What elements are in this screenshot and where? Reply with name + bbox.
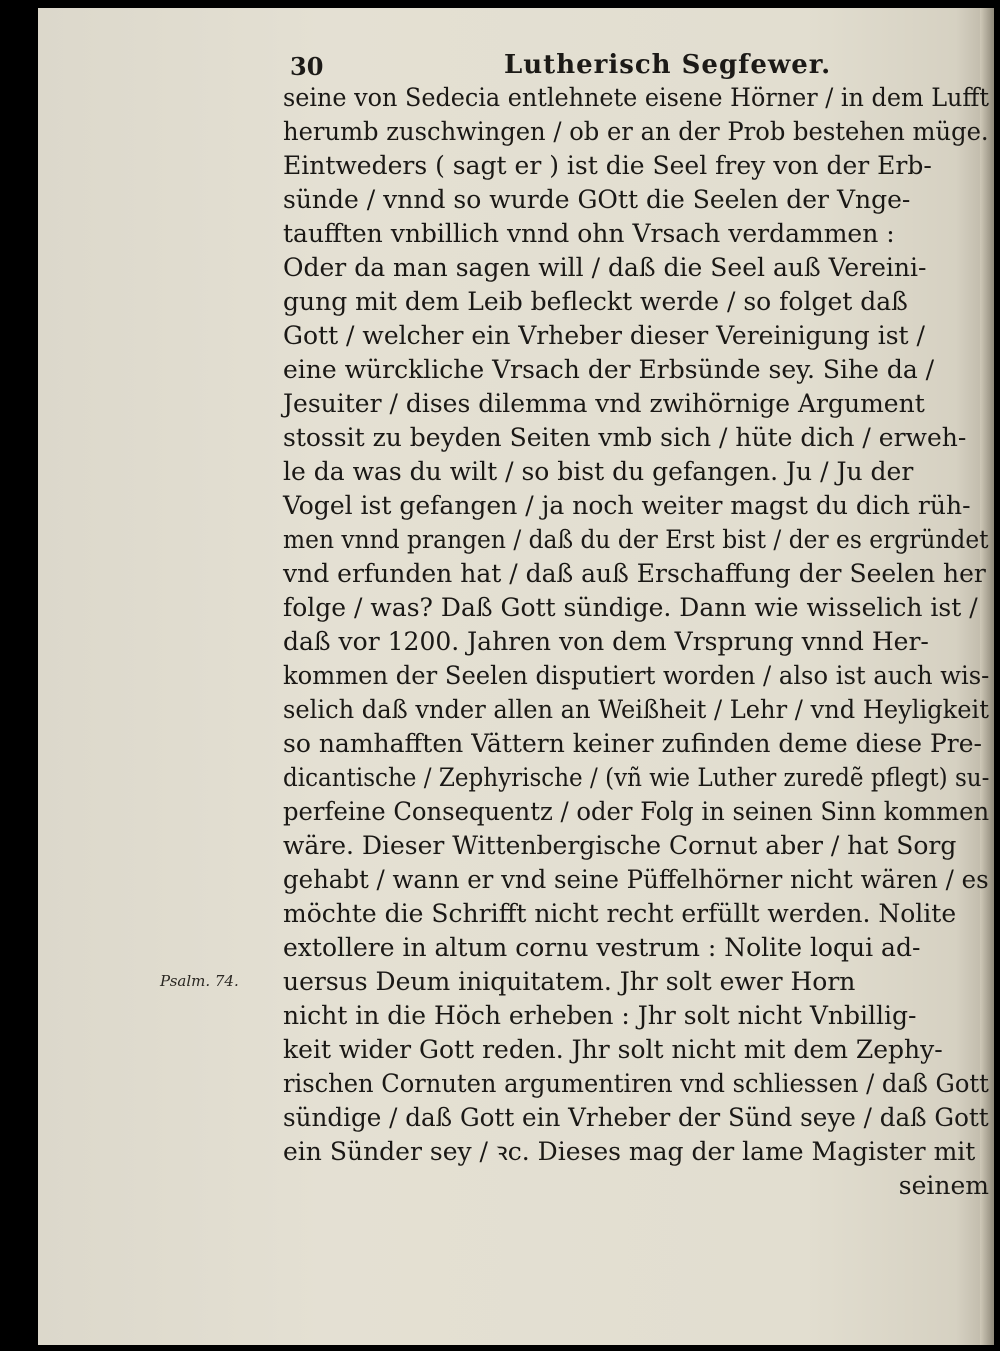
text-line: gehabt / wann er vnd seine Püffelhörner nicht wären / es — [283, 865, 989, 894]
text-line: ein Sünder sey / ꝛc. Dieses mag der lame Magister mit — [283, 1137, 976, 1166]
text-line: nicht in die Höch erheben : Jhr solt nicht Vnbillig- — [283, 1001, 917, 1030]
text-line: kommen der Seelen disputiert worden / also ist auch wis- — [283, 661, 990, 690]
text-line: sünde / vnnd so wurde GOtt die Seelen der Vnge- — [283, 185, 911, 214]
text-line: sündige / daß Gott ein Vrheber der Sünd seye / daß Gott — [283, 1103, 989, 1132]
text-line: rischen Cornuten argumentiren vnd schliessen / daß Gott — [283, 1069, 989, 1098]
text-line: seine von Sedecia entlehnete eisene Hörner / in dem Lufft — [283, 83, 990, 112]
text-body — [283, 81, 989, 1203]
text-line: seinem — [898, 1171, 989, 1200]
text-line: Eintweders ( sagt er ) ist die Seel frey von der Erb- — [283, 151, 932, 180]
text-line: uersus Deum iniquitatem. Jhr solt ewer Horn — [283, 967, 856, 996]
text-line: dicantische / Zephyrische / (vñ wie Luther zuredẽ pflegt) su- — [283, 763, 990, 792]
text-line: men vnnd prangen / daß du der Erst bist / der es ergründet — [283, 525, 989, 554]
text-line: Vogel ist gefangen / ja noch weiter magst du dich rüh- — [283, 491, 971, 520]
page-number: 30 — [290, 52, 324, 81]
text-line: Oder da man sagen will / daß die Seel auß Vereini- — [283, 253, 927, 282]
text-line: wäre. Dieser Wittenbergische Cornut aber / hat Sorg — [283, 831, 957, 860]
text-line: keit wider Gott reden. Jhr solt nicht mit dem Zephy- — [283, 1035, 943, 1064]
text-line: möchte die Schrifft nicht recht erfüllt werden. Nolite — [283, 899, 957, 928]
text-line: eine würckliche Vrsach der Erbsünde sey. Sihe da / — [283, 355, 935, 384]
text-line: le da was du wilt / so bist du gefangen. Ju / Ju der — [283, 457, 914, 486]
text-line: Gott / welcher ein Vrheber dieser Vereinigung ist / — [283, 321, 925, 350]
running-title: Lutherisch Segfewer. — [504, 50, 832, 80]
text-line: perfeine Consequentz / oder Folg in seinen Sinn kommen — [283, 797, 990, 826]
text-line: selich daß vnder allen an Weißheit / Lehr / vnd Heyligkeit — [283, 695, 989, 724]
book-page — [38, 8, 994, 1345]
text-line: folge / was? Daß Gott sündige. Dann wie wisselich ist / — [283, 593, 978, 622]
text-line: stossit zu beyden Seiten vmb sich / hüte dich / erweh- — [283, 423, 967, 452]
text-line: daß vor 1200. Jahren von dem Vrsprung vnnd Her- — [283, 627, 929, 656]
text-line: taufften vnbillich vnnd ohn Vrsach verdammen : — [283, 219, 895, 248]
text-line: herumb zuschwingen / ob er an der Prob bestehen müge. — [283, 117, 989, 146]
text-line: Jesuiter / dises dilemma vnd zwihörnige Argument — [283, 389, 925, 418]
text-line: so namhafften Vättern keiner zufinden deme diese Pre- — [283, 729, 982, 758]
page-header — [38, 48, 994, 84]
margin-note-psalm: Psalm. 74. — [160, 972, 239, 990]
text-line: extollere in altum cornu vestrum : Nolite loqui ad- — [283, 933, 921, 962]
text-line: vnd erfunden hat / daß auß Erschaffung der Seelen her — [283, 559, 986, 588]
text-line: gung mit dem Leib befleckt werde / so folget daß — [283, 287, 908, 316]
